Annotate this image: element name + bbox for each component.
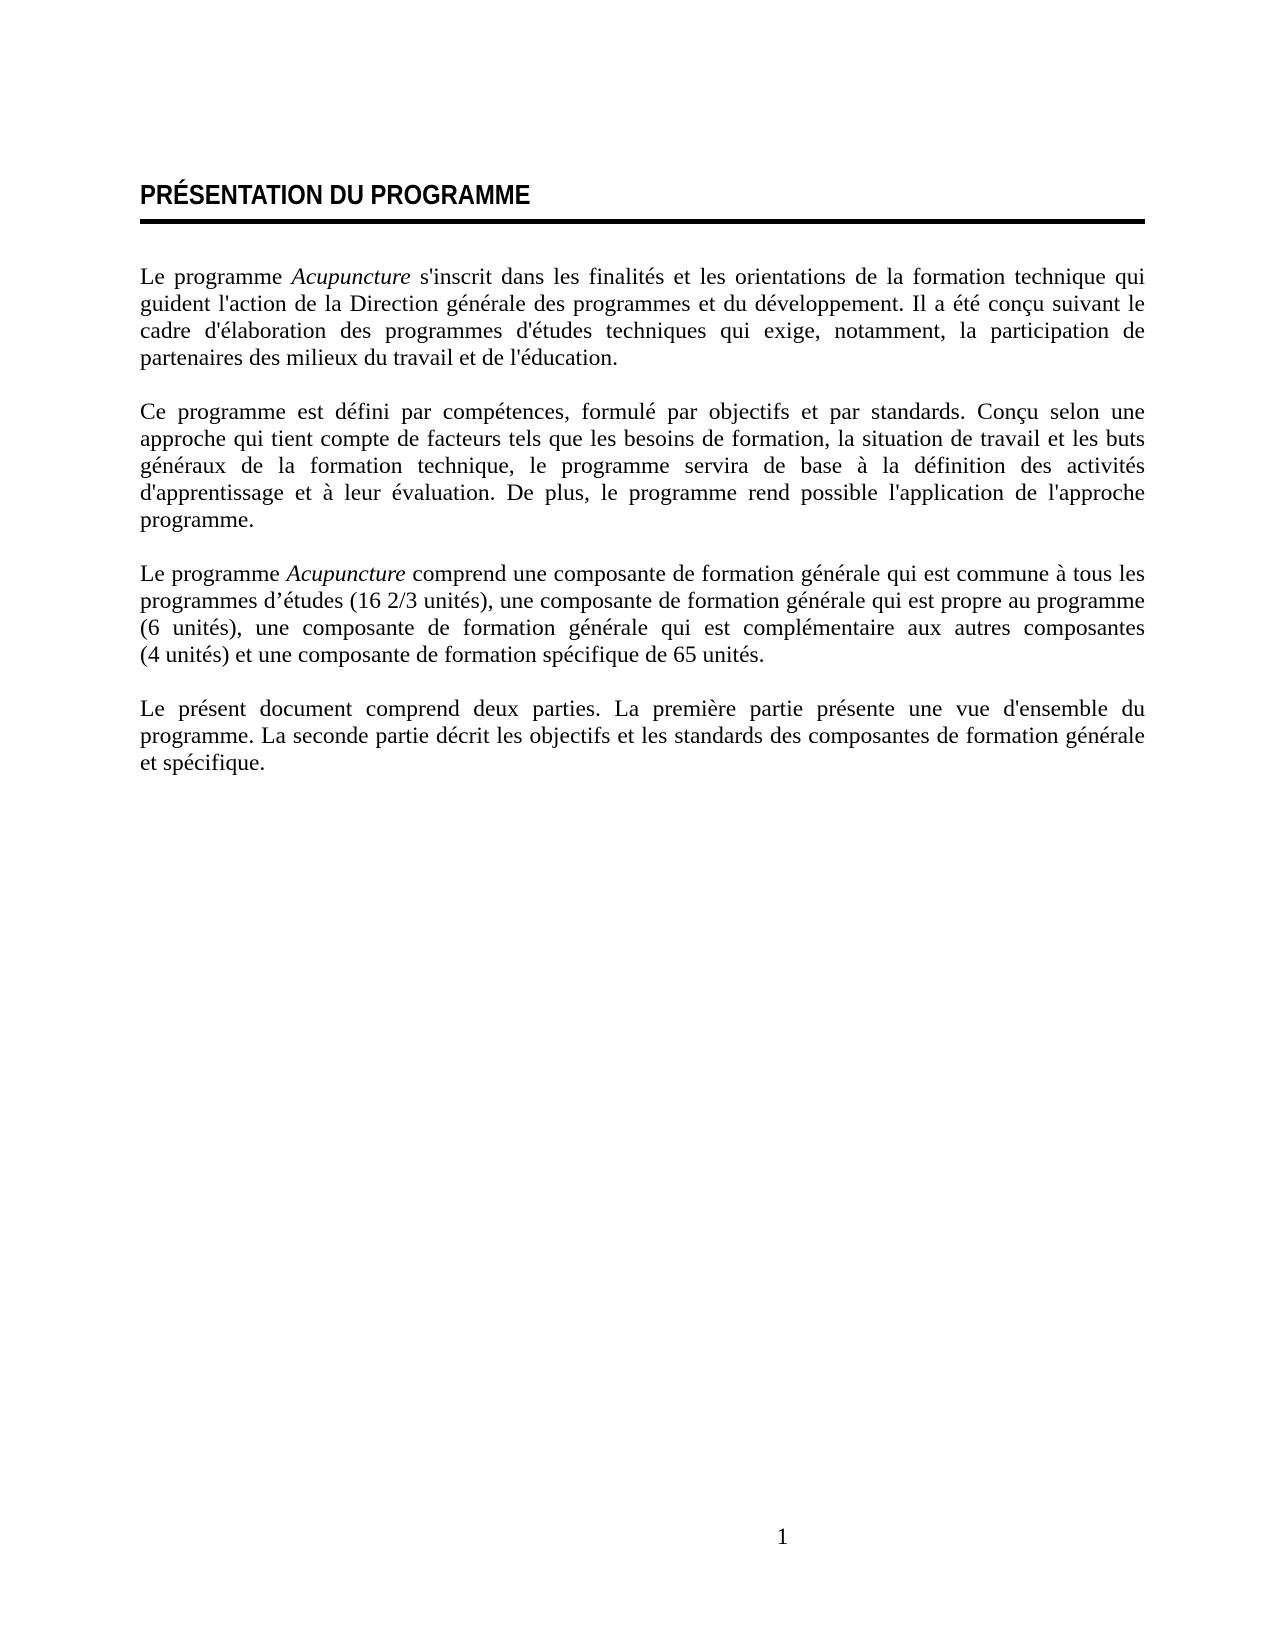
title-block bbox=[140, 0, 1145, 224]
paragraph-4: Le présent document comprend deux parties. La première partie présente une vue d'ensemble du programme. La seconde partie décrit les objectifs et les standards des composantes de formation générale et spécifique. bbox=[140, 696, 1145, 776]
page-content bbox=[140, 0, 1145, 1550]
paragraph-3: Le programme Acupuncture comprend une composante de formation générale qui est commune à tous les programmes d’études (16 2/3 unités), une composante de formation générale qui est propre au programme (6 unités), une composante de formation générale qui est complémentaire aux autres composantes (4 unités) et une composante de formation spécifique de 65 unités. bbox=[140, 561, 1145, 668]
document-title: PRÉSENTATION DU PROGRAMME bbox=[140, 179, 531, 210]
paragraph-1: Le programme Acupuncture s'inscrit dans les finalités et les orientations de la formation technique qui guident l'action de la Direction générale des programmes et du développement. Il a été conçu suivant le cadre d'élaboration des programmes d'études techniques qui exige, notamment, la participation de partenaires des milieux du travail et de l'éducation. bbox=[140, 264, 1145, 371]
page-number: 1 bbox=[776, 1524, 789, 1550]
document-body bbox=[140, 264, 1145, 777]
paragraph-2: Ce programme est défini par compétences, formulé par objectifs et par standards. Conçu selon une approche qui tient compte de facteurs tels que les besoins de formation, la situation de travail et les buts généraux de la formation technique, le programme servira de base à la définition des activités d'apprentissage et à leur évaluation. De plus, le programme rend possible l'application de l'approche programme. bbox=[140, 399, 1145, 533]
